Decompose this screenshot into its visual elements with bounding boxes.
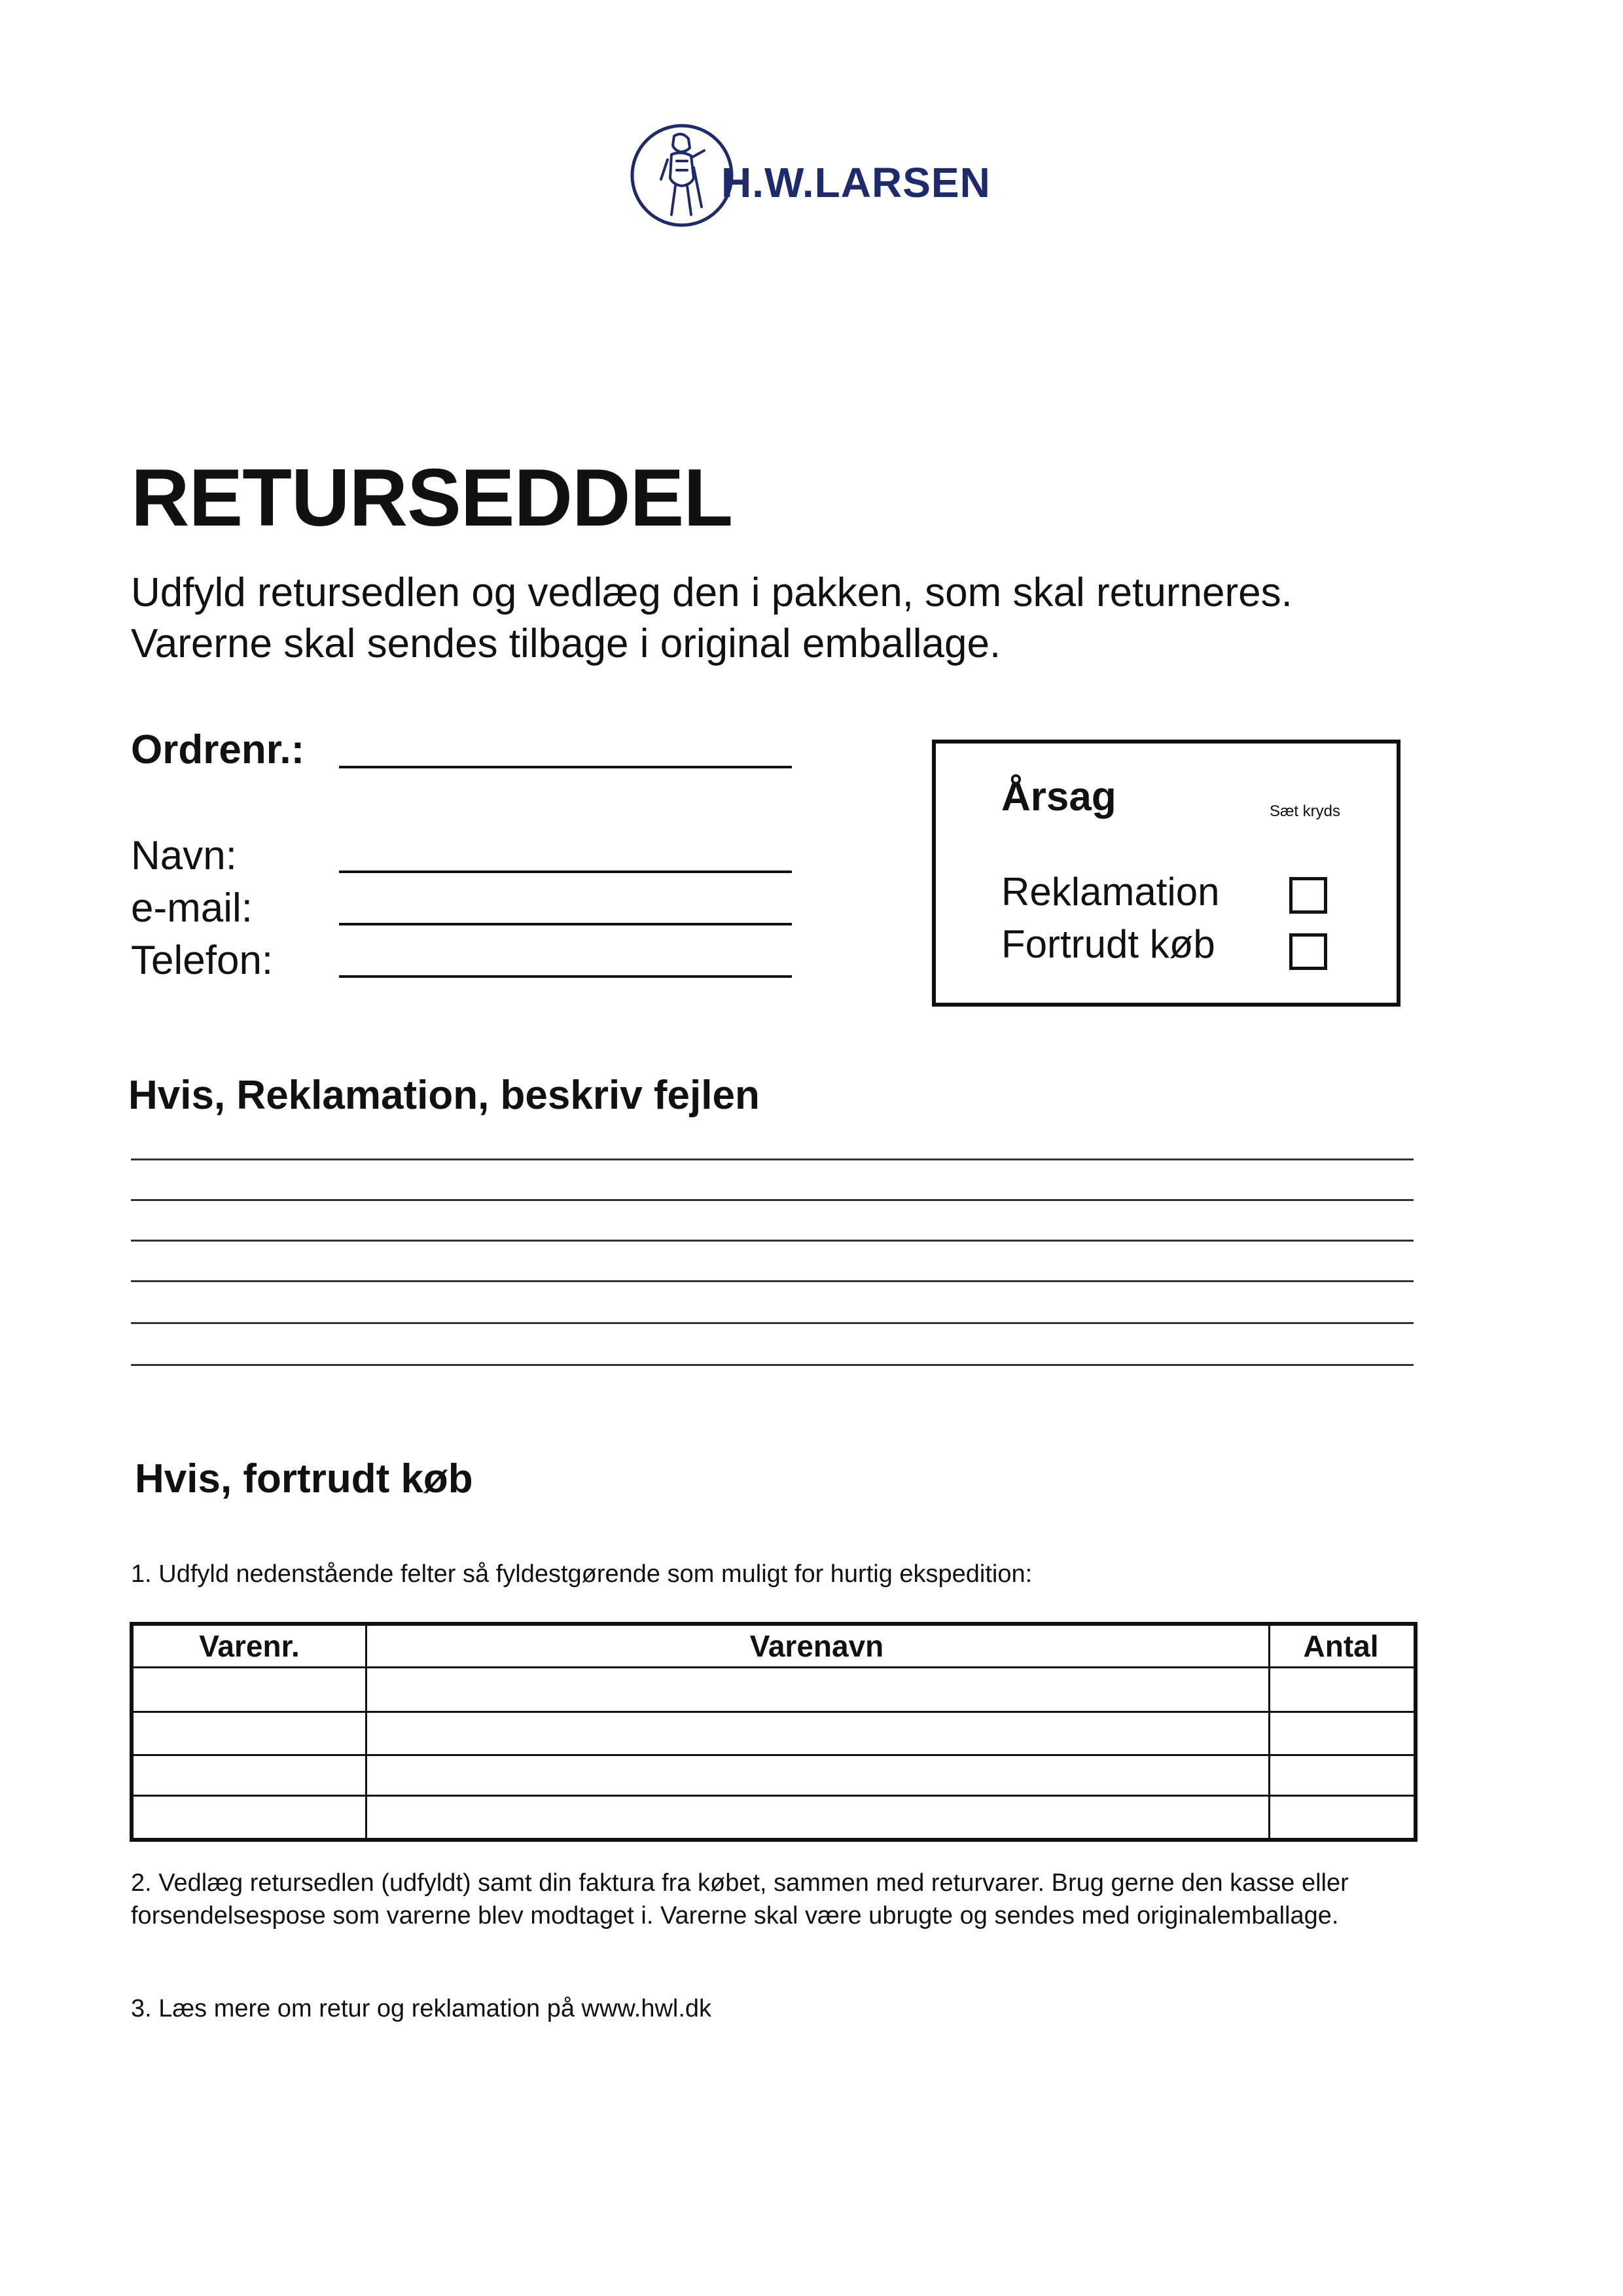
table-cell-item-name[interactable] [367, 1756, 1268, 1795]
complaint-description-line[interactable] [131, 1158, 1414, 1160]
order-number-label: Ordrenr.: [131, 727, 305, 772]
step-2-text-line-1: 2. Vedlæg retursedlen (udfyldt) samt din faktura fra købet, sammen med returvarer. Brug gerne den kasse eller [131, 1869, 1349, 1897]
complaint-checkbox[interactable] [1289, 877, 1327, 914]
reason-option-regret: Fortrudt køb [1001, 922, 1215, 966]
reason-title: Årsag [1001, 774, 1116, 819]
table-cell-quantity[interactable] [1270, 1713, 1414, 1754]
complaint-description-line[interactable] [131, 1364, 1414, 1366]
table-cell-quantity[interactable] [1270, 1756, 1414, 1795]
table-cell-item-name[interactable] [367, 1713, 1268, 1754]
name-field[interactable] [339, 870, 792, 873]
table-header-item-number: Varenr. [199, 1629, 300, 1663]
table-cell-item-name[interactable] [367, 1668, 1268, 1711]
complaint-description-line[interactable] [131, 1199, 1414, 1201]
table-cell-item-number[interactable] [134, 1713, 365, 1754]
table-header-item-name: Varenavn [749, 1629, 884, 1663]
intro-line-2: Varerne skal sendes tilbage i original emballage. [131, 621, 1001, 666]
intro-line-1: Udfyld retursedlen og vedlæg den i pakken, som skal returneres. [131, 570, 1293, 615]
order-number-field[interactable] [339, 766, 792, 768]
reason-option-complaint: Reklamation [1001, 870, 1220, 914]
step-2-text-line-2: forsendelsespose som varerne blev modtaget i. Varerne skal være ubrugte og sendes med originalemballage. [131, 1902, 1339, 1929]
table-cell-quantity[interactable] [1270, 1668, 1414, 1711]
table-cell-item-number[interactable] [134, 1668, 365, 1711]
phone-field[interactable] [339, 975, 792, 978]
table-cell-item-name[interactable] [367, 1797, 1268, 1838]
knight-emblem-icon [628, 122, 736, 229]
table-cell-item-number[interactable] [134, 1756, 365, 1795]
table-cell-item-number[interactable] [134, 1797, 365, 1838]
complaint-description-line[interactable] [131, 1240, 1414, 1242]
table-cell-quantity[interactable] [1270, 1797, 1414, 1838]
email-label: e-mail: [131, 886, 253, 931]
reason-box [932, 740, 1400, 1007]
complaint-section-title: Hvis, Reklamation, beskriv fejlen [128, 1073, 760, 1118]
brand-name: H.W.LARSEN [721, 159, 991, 206]
items-table [130, 1622, 1418, 1842]
phone-label: Telefon: [131, 938, 274, 983]
step-1-text: 1. Udfyld nedenstående felter så fyldestgørende som muligt for hurtig ekspedition: [131, 1560, 1033, 1588]
complaint-description-line[interactable] [131, 1280, 1414, 1282]
step-3-text: 3. Læs mere om retur og reklamation på www.hwl.dk [131, 1995, 712, 2022]
brand-logo [628, 122, 991, 240]
page-title: RETURSEDDEL [131, 453, 733, 543]
regret-section-title: Hvis, fortrudt køb [135, 1456, 473, 1501]
reason-hint: Sæt kryds [1270, 802, 1341, 820]
name-label: Navn: [131, 833, 237, 878]
complaint-description-line[interactable] [131, 1322, 1414, 1324]
email-field[interactable] [339, 923, 792, 925]
table-header-quantity: Antal [1303, 1629, 1379, 1663]
regret-checkbox[interactable] [1289, 933, 1327, 970]
